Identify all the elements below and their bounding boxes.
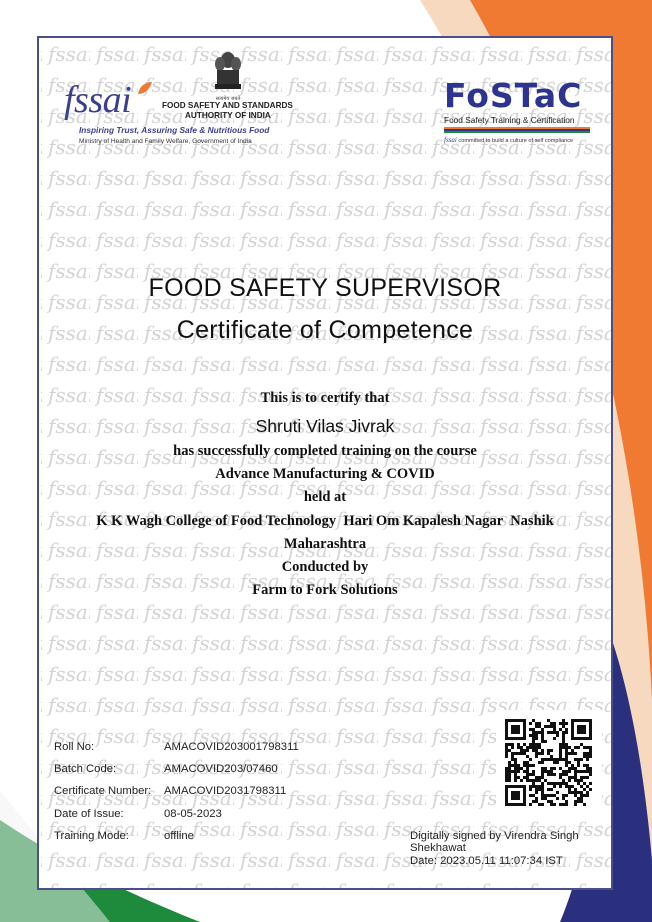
completed-text: has successfully completed training on the course bbox=[173, 443, 477, 459]
signature-line1: Digitally signed by Virendra Singh bbox=[410, 830, 579, 842]
authority-name-line2: AUTHORITY OF INDIA bbox=[185, 111, 271, 120]
batch-code-label: Batch Code: bbox=[54, 763, 117, 775]
authority-name-line1: FOOD SAFETY AND STANDARDS bbox=[162, 101, 293, 110]
fostac-tagline: committed to build a culture of self compliance bbox=[458, 138, 574, 144]
venue-line1: K K Wagh College of Food Technology Hari Om Kapalesh Nagar Nashik bbox=[96, 513, 554, 529]
national-emblem-icon bbox=[211, 50, 245, 100]
fostac-logo bbox=[444, 76, 594, 148]
certify-text: This is to certify that bbox=[260, 390, 390, 406]
roll-no-value: AMACOVID203001798311 bbox=[164, 741, 299, 753]
date-of-issue-label: Date of Issue: bbox=[54, 808, 124, 820]
certificate-number-label: Certificate Number: bbox=[54, 785, 152, 797]
fostac-fssai-mark: fssai bbox=[444, 136, 457, 144]
date-of-issue-value: 08-05-2023 bbox=[164, 808, 222, 820]
signature-line2: Shekhawat bbox=[410, 842, 466, 854]
leaf-icon bbox=[136, 80, 154, 96]
qr-code-icon bbox=[496, 710, 602, 816]
emblem-caption: सत्यमेव जयते bbox=[215, 96, 241, 102]
ministry-text: Ministry of Health and Family Welfare, Government of India bbox=[79, 138, 252, 145]
fostac-subtitle: Food Safety Training & Certification bbox=[444, 115, 575, 125]
held-at-label: held at bbox=[303, 489, 347, 505]
conducted-by-label: Conducted by bbox=[281, 559, 369, 575]
fssai-logo bbox=[64, 78, 154, 124]
training-mode-label: Training Mode: bbox=[54, 830, 129, 842]
venue-line2: Maharashtra bbox=[283, 536, 367, 552]
fostac-logo-text: FoSTaC bbox=[444, 76, 583, 115]
fssai-tagline: Inspiring Trust, Assuring Safe & Nutritious Food bbox=[79, 125, 270, 135]
fssai-logo-text: fssai bbox=[64, 79, 132, 121]
fostac-tricolor-bar bbox=[444, 127, 590, 133]
course-name: Advance Manufacturing & COVID bbox=[215, 466, 435, 482]
certificate-subtitle: Certificate of Competence bbox=[176, 316, 474, 344]
recipient-name: Shruti Vilas Jivrak bbox=[255, 416, 395, 436]
batch-code-value: AMACOVID203/07460 bbox=[164, 763, 278, 775]
training-partner: Farm to Fork Solutions bbox=[252, 582, 398, 598]
signature-date: Date: 2023.05.11 11:07:34 IST bbox=[410, 855, 563, 867]
training-mode-value: offline bbox=[164, 830, 194, 842]
certificate-title: FOOD SAFETY SUPERVISOR bbox=[148, 274, 502, 302]
roll-no-label: Roll No: bbox=[54, 741, 95, 753]
certificate-number-value: AMACOVID2031798311 bbox=[164, 785, 287, 797]
